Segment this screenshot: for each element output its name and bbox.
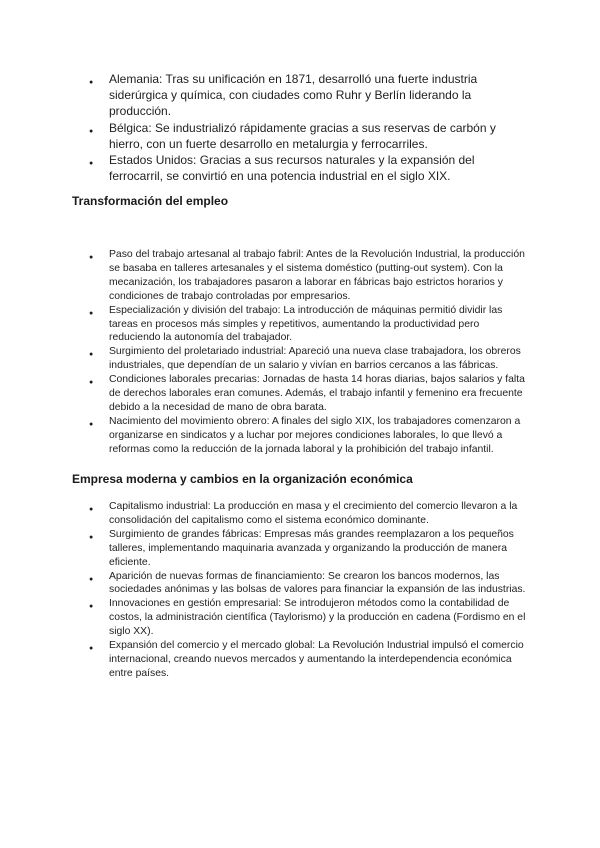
list-item: ● Capitalismo industrial: La producción en masa y el crecimiento del comercio llevaron a la consolidación del capitalismo como el sistema económico dominante. [72, 500, 528, 528]
list-item: ● Surgimiento de grandes fábricas: Empresas más grandes reemplazaron a los pequeños talleres, implementando maquinaria avanzada y organizando la producción de manera eficiente. [72, 528, 528, 570]
list-item: ● Expansión del comercio y el mercado global: La Revolución Industrial impulsó el comercio internacional, creando nuevos mercados y aumentando la interdependencia económica entre países. [72, 639, 528, 681]
list-item: ● Especialización y división del trabajo: La introducción de máquinas permitió dividir las tareas en procesos más simples y repetitivos, aumentando la productividad pero reduciendo la autonomía del trabajador. [72, 304, 528, 346]
intro-bullet-list [72, 71, 517, 184]
section-heading-empleo: Transformación del empleo [72, 194, 229, 208]
list-item: ● Innovaciones en gestión empresarial: Se introdujeron métodos como la contabilidad de costos, la administración científica (Taylorismo) y la producción en cadena (Fordismo en el siglo XX). [72, 597, 528, 639]
list-item: ● Surgimiento del proletariado industrial: Apareció una nueva clase trabajadora, los obreros industriales, que dependían de un salario y vivían en barrios cercanos a las fábricas. [72, 345, 528, 373]
list-item: ● Condiciones laborales precarias: Jornadas de hasta 14 horas diarias, bajos salarios y falta de derechos laborales eran comunes. Además, el trabajo infantil y femenino era frecuente debido a la necesidad de mano de obra barata. [72, 373, 528, 415]
section-heading-empresa: Empresa moderna y cambios en la organización económica [72, 472, 413, 486]
list-item: ● Bélgica: Se industrializó rápidamente gracias a sus reservas de carbón y hierro, con un fuerte desarrollo en metalurgia y ferrocarriles. [72, 120, 517, 152]
list-item: ● Nacimiento del movimiento obrero: A finales del siglo XIX, los trabajadores comenzaron a organizarse en sindicatos y a luchar por mejores condiciones laborales, lo que llevó a reformas como la reducción de la jornada laboral y la prohibición del trabajo infantil. [72, 415, 528, 457]
list-item: ● Aparición de nuevas formas de financiamiento: Se crearon los bancos modernos, las sociedades anónimas y las bolsas de valores para financiar la expansión de las industrias. [72, 570, 528, 598]
list-item: ● Alemania: Tras su unificación en 1871, desarrolló una fuerte industria siderúrgica y química, con ciudades como Ruhr y Berlín liderando la producción. [72, 71, 517, 120]
list-item: ● Paso del trabajo artesanal al trabajo fabril: Antes de la Revolución Industrial, la producción se basaba en talleres artesanales y el sistema doméstico (putting-out system). Con la mecanización, los trabajadores pasaron a laborar en fábricas bajo estrictos horarios y condiciones de trabajo controladas por empresarios. [72, 248, 528, 304]
empleo-bullet-list [72, 248, 528, 457]
empresa-bullet-list [72, 500, 528, 681]
list-item: ● Estados Unidos: Gracias a sus recursos naturales y la expansión del ferrocarril, se convirtió en una potencia industrial en el siglo XIX. [72, 152, 517, 184]
